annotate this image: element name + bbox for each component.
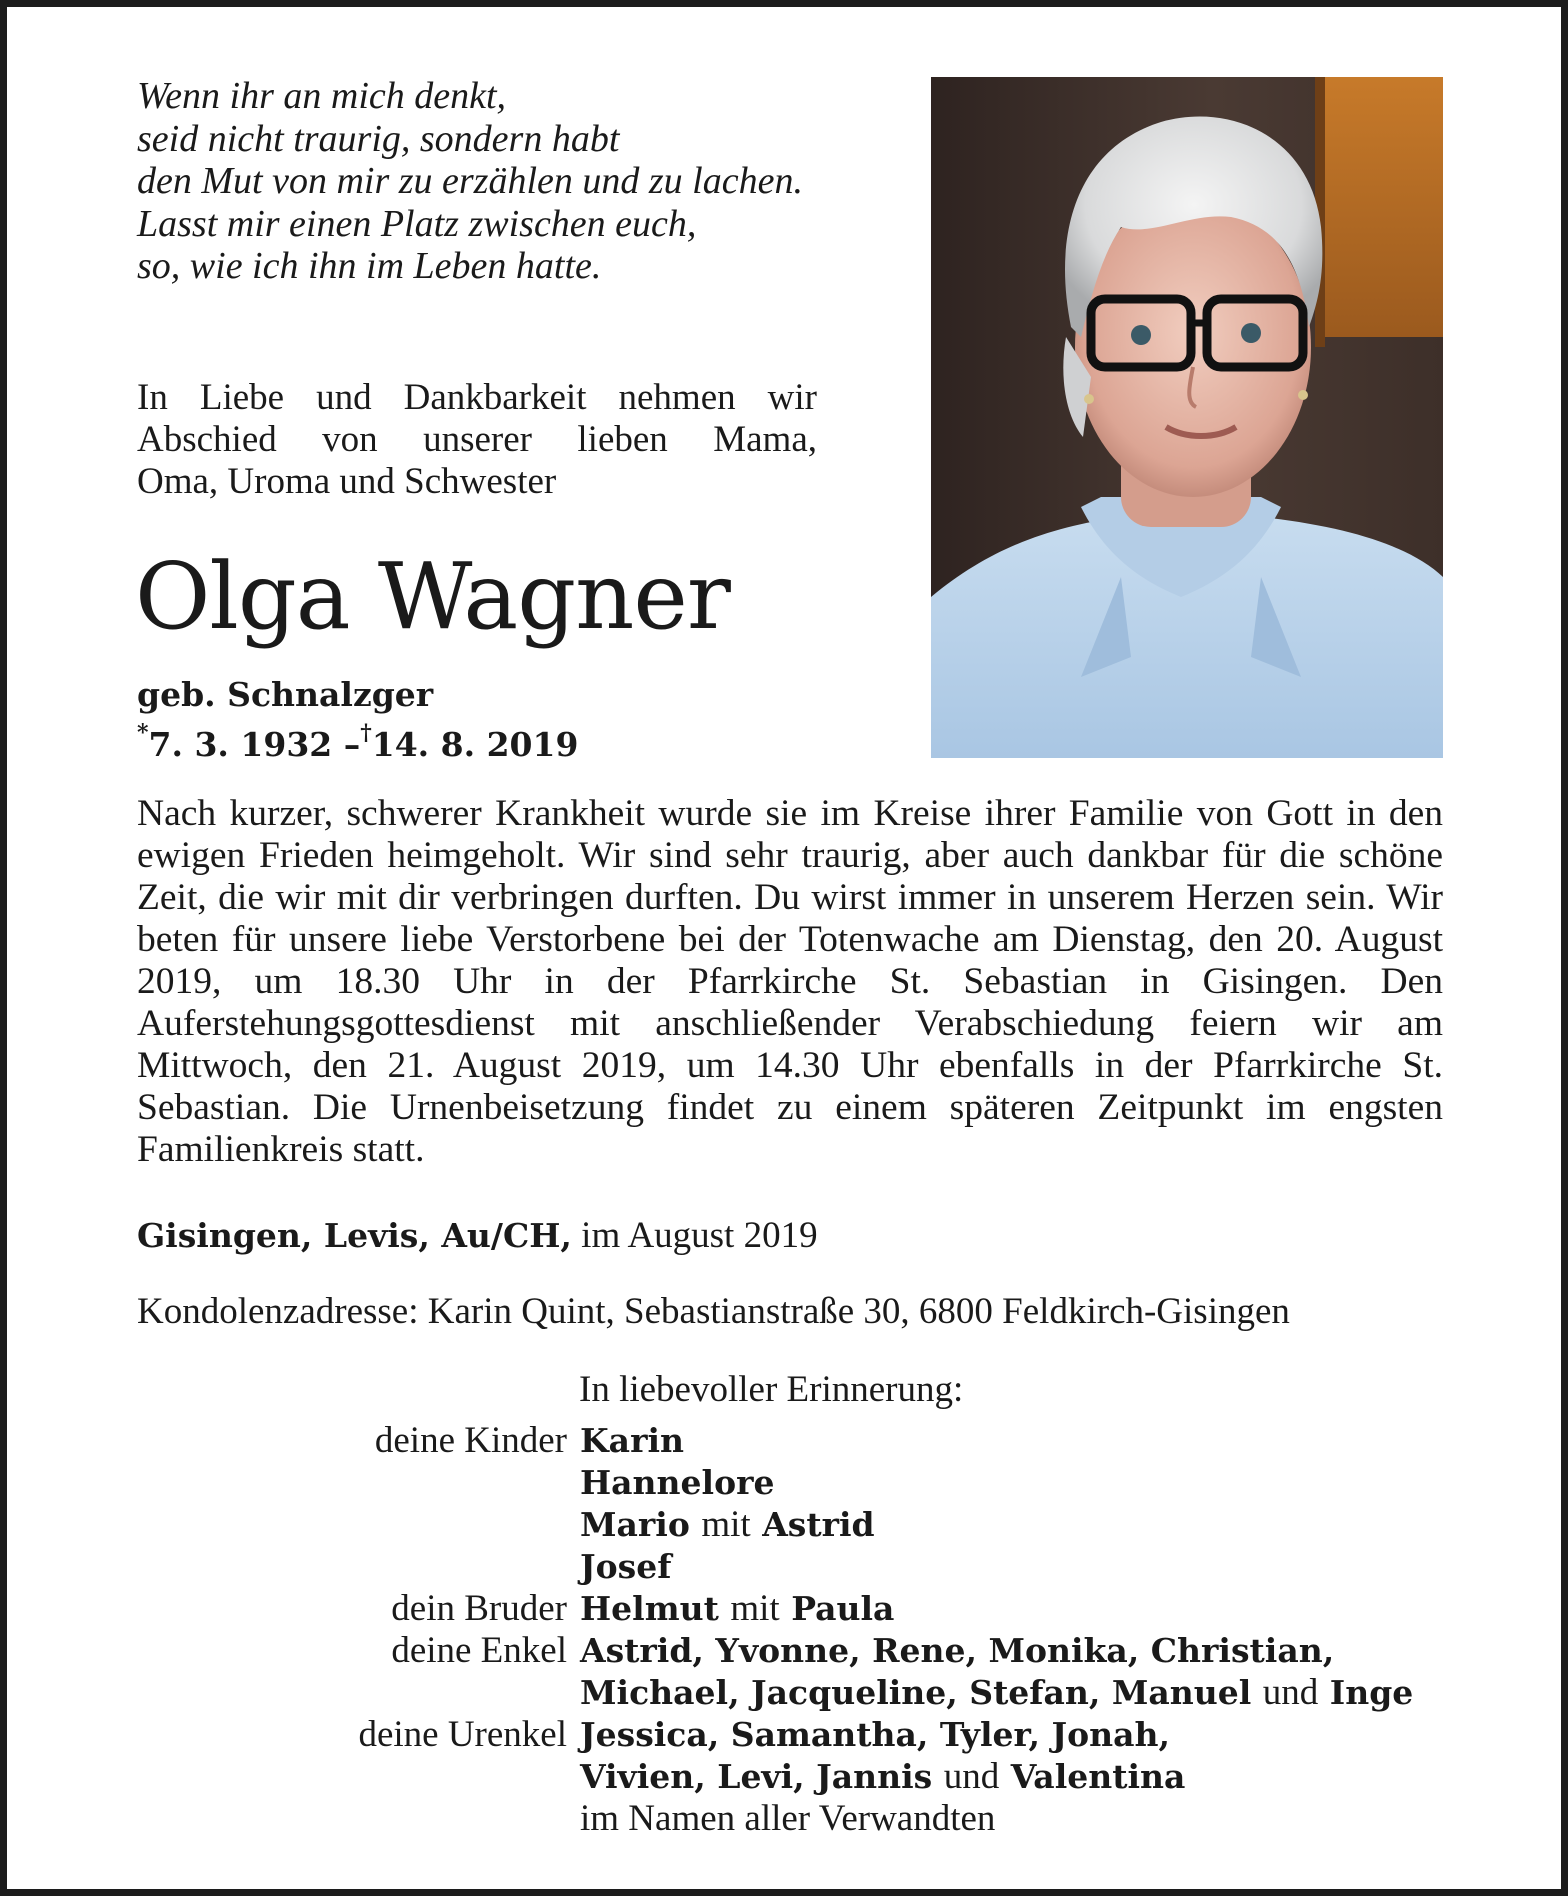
birth-symbol: * — [137, 720, 149, 746]
child-name: Josef — [580, 1547, 672, 1586]
relation-label: deine Kinder — [374, 1420, 567, 1461]
death-date: 14. 8. 2019 — [371, 725, 579, 764]
connector-word: mit — [730, 1588, 780, 1629]
family-row — [137, 1756, 1457, 1798]
condolence-address: Kondolenzadresse: Karin Quint, Sebastianstraße 30, 6800 Feldkirch-Gisingen — [137, 1291, 1290, 1332]
month-year: im August 2019 — [581, 1215, 818, 1256]
birth-name: geb. Schnalzger — [137, 675, 434, 714]
poem-line: Lasst mir einen Platz zwischen euch, — [137, 202, 697, 245]
family-locations: Gisingen, Levis, Au/CH, — [137, 1216, 572, 1255]
life-dates — [137, 717, 578, 765]
grandchildren-names: Astrid, Yvonne, Rene, Monika, Christian, — [580, 1631, 1335, 1670]
family-row — [137, 1798, 1457, 1840]
portrait-illustration — [931, 77, 1443, 758]
connector-word: und — [943, 1756, 1000, 1797]
child-name: Hannelore — [580, 1463, 775, 1502]
poem-line: seid nicht traurig, sondern habt — [137, 117, 620, 160]
obituary-text: Nach kurzer, schwerer Krankheit wurde sie im Kreise ihrer Familie von Gott in den ewigen Frieden heimgeholt. Wir sind sehr traurig, aber auch dankbar für die schöne Zeit, die wir mit dir verbringen durften. Du wirst immer in unserem Herzen sein. Wir beten für unsere liebe Verstorbene bei der Totenwache am Dienstag, den 20. August 2019, um 18.30 Uhr in der Pfarrkirche St. Sebastian in Gisingen. Den Auferstehungsgottesdienst mit anschließender Verabschiedung feiern wir am Mittwoch, den 21. August 2019, um 14.30 Uhr ebenfalls in der Pfarrkirche St. Sebastian. Die Urnenbeisetzung findet zu einem späteren Zeitpunkt im engsten Familienkreis statt. — [137, 793, 1443, 1170]
intro-line: Abschied von unserer lieben Mama, — [137, 419, 817, 460]
place-date-line — [137, 1214, 818, 1258]
intro-line: Oma, Uroma und Schwester — [137, 461, 557, 502]
closing-line: im Namen aller Verwandten — [580, 1798, 996, 1839]
family-row — [137, 1630, 1457, 1672]
great-grandchildren-names: Vivien, Levi, Jannis und Valentina — [580, 1756, 1186, 1797]
connector-word: mit — [701, 1504, 751, 1545]
birth-date: 7. 3. 1932 – — [148, 725, 361, 764]
memory-heading: In liebevoller Erinnerung: — [579, 1369, 964, 1410]
deceased-name: Olga Wagner — [135, 543, 730, 650]
family-row — [137, 1546, 1457, 1588]
family-row — [137, 1714, 1457, 1756]
family-row — [137, 1588, 1457, 1630]
poem-line: den Mut von mir zu erzählen und zu lachen. — [137, 160, 803, 202]
mourners-list — [137, 1420, 1457, 1840]
grandchildren-names: Michael, Jacqueline, Stefan, Manuel und Inge — [580, 1672, 1414, 1713]
partner-name: Astrid — [762, 1505, 875, 1544]
relation-label: dein Bruder — [391, 1588, 567, 1629]
child-name: Mario — [580, 1505, 690, 1544]
memorial-poem — [137, 75, 837, 288]
great-grandchildren-names: Jessica, Samantha, Tyler, Jonah, — [580, 1715, 1170, 1754]
child-name: Karin — [580, 1421, 684, 1460]
relation-label: deine Enkel — [391, 1630, 567, 1671]
family-row — [137, 1462, 1457, 1504]
brother-with-partner — [580, 1588, 894, 1630]
brother-name: Helmut — [580, 1589, 719, 1628]
family-row — [137, 1420, 1457, 1462]
intro-line: In Liebe und Dankbarkeit nehmen wir — [137, 377, 817, 418]
death-symbol: † — [360, 720, 372, 746]
partner-name: Paula — [791, 1589, 895, 1628]
poem-line: so, wie ich ihn im Leben hatte. — [137, 245, 602, 287]
farewell-intro — [137, 377, 817, 503]
relation-label: deine Urenkel — [358, 1714, 567, 1755]
child-with-partner — [580, 1504, 875, 1546]
family-row — [137, 1672, 1457, 1714]
connector-word: und — [1262, 1672, 1319, 1713]
portrait-photo — [931, 77, 1443, 758]
poem-line: Wenn ihr an mich denkt, — [137, 75, 507, 117]
family-row — [137, 1504, 1457, 1546]
